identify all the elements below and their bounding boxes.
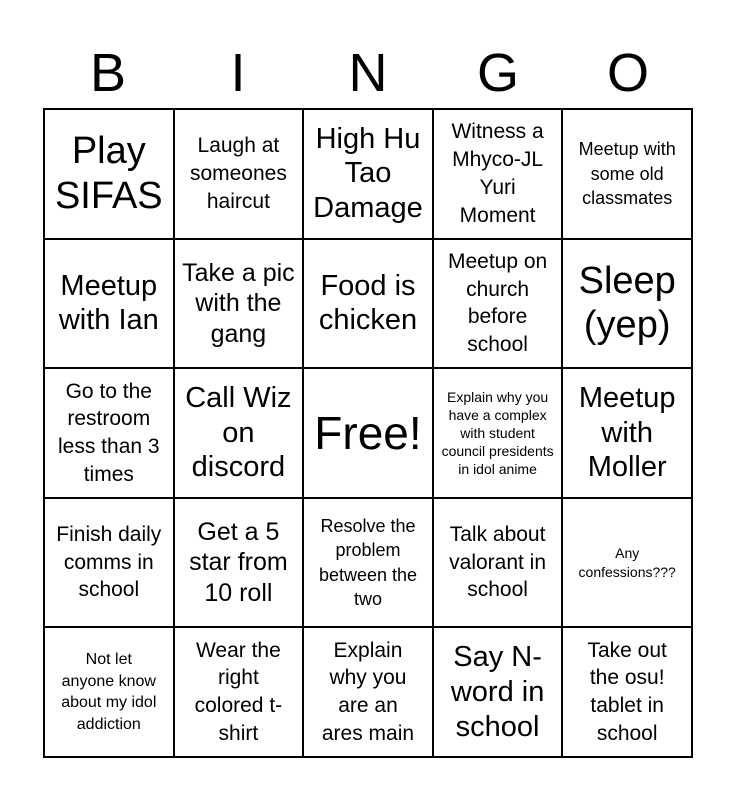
bingo-cell[interactable] bbox=[433, 498, 563, 628]
bingo-header bbox=[43, 42, 693, 104]
bingo-cell[interactable] bbox=[303, 498, 433, 628]
header-letter-g: G bbox=[476, 43, 519, 103]
bingo-cell[interactable] bbox=[174, 239, 304, 369]
bingo-cell[interactable] bbox=[562, 239, 692, 369]
cell-text: Finish daily comms in school bbox=[56, 523, 162, 602]
bingo-cell[interactable] bbox=[433, 109, 563, 239]
cell-text: Play SIFAS bbox=[54, 129, 163, 217]
cell-text: Say N-word in school bbox=[450, 641, 545, 743]
bingo-cell[interactable] bbox=[44, 239, 174, 369]
cell-text: Explain why you have a complex with student council presidents in idol anime bbox=[441, 388, 554, 478]
bingo-cell[interactable] bbox=[303, 109, 433, 239]
bingo-cell[interactable] bbox=[303, 627, 433, 757]
cell-text: Talk about valorant in school bbox=[449, 523, 547, 602]
bingo-cell[interactable] bbox=[433, 239, 563, 369]
cell-text: Sleep (yep) bbox=[578, 259, 676, 347]
bingo-cell[interactable] bbox=[174, 109, 304, 239]
bingo-cell[interactable] bbox=[44, 627, 174, 757]
cell-text: Not let anyone know about my idol addiction bbox=[61, 651, 157, 733]
bingo-card bbox=[43, 108, 693, 758]
cell-text: High Hu Tao Damage bbox=[313, 122, 423, 225]
bingo-cell[interactable] bbox=[44, 368, 174, 498]
header-letter-i: I bbox=[230, 43, 246, 103]
cell-text: Wear the right colored t-shirt bbox=[194, 638, 283, 745]
cell-text: Explain why you are an ares main bbox=[321, 638, 415, 745]
cell-text: Take a pic with the gang bbox=[182, 258, 295, 348]
cell-text: Food is chicken bbox=[318, 269, 418, 337]
cell-text: Call Wiz on discord bbox=[185, 381, 292, 484]
cell-text: Take out the osu! tablet in school bbox=[587, 638, 667, 745]
bingo-cell[interactable] bbox=[562, 627, 692, 757]
cell-text: Laugh at someones haircut bbox=[189, 134, 287, 213]
header-letter-b: B bbox=[89, 43, 127, 103]
bingo-cell[interactable] bbox=[433, 368, 563, 498]
bingo-cell[interactable] bbox=[562, 498, 692, 628]
bingo-cell[interactable] bbox=[562, 368, 692, 498]
cell-text: Meetup on church before school bbox=[447, 249, 548, 357]
cell-text: Resolve the problem between the two bbox=[318, 516, 418, 609]
header-letter-o: O bbox=[606, 43, 649, 103]
bingo-cell[interactable] bbox=[433, 627, 563, 757]
cell-text: Meetup with Moller bbox=[578, 381, 676, 484]
cell-text: Meetup with Ian bbox=[58, 269, 159, 337]
header-letter-n: N bbox=[348, 43, 388, 103]
bingo-cell[interactable] bbox=[303, 239, 433, 369]
bingo-cell[interactable] bbox=[44, 109, 174, 239]
cell-text: Get a 5 star from 10 roll bbox=[189, 517, 288, 607]
free-space-label: Free! bbox=[314, 406, 422, 459]
cell-text: Go to the restroom less than 3 times bbox=[58, 379, 160, 486]
cell-text: Witness a Mhyco-JL Yuri Moment bbox=[451, 120, 544, 227]
bingo-cell[interactable] bbox=[174, 627, 304, 757]
bingo-cell[interactable] bbox=[44, 498, 174, 628]
bingo-cell[interactable] bbox=[174, 498, 304, 628]
cell-text: Meetup with some old classmates bbox=[578, 139, 676, 208]
bingo-cell[interactable] bbox=[174, 368, 304, 498]
cell-text: Any confessions??? bbox=[578, 545, 676, 580]
bingo-cell[interactable] bbox=[562, 109, 692, 239]
free-space-cell[interactable] bbox=[303, 368, 433, 498]
